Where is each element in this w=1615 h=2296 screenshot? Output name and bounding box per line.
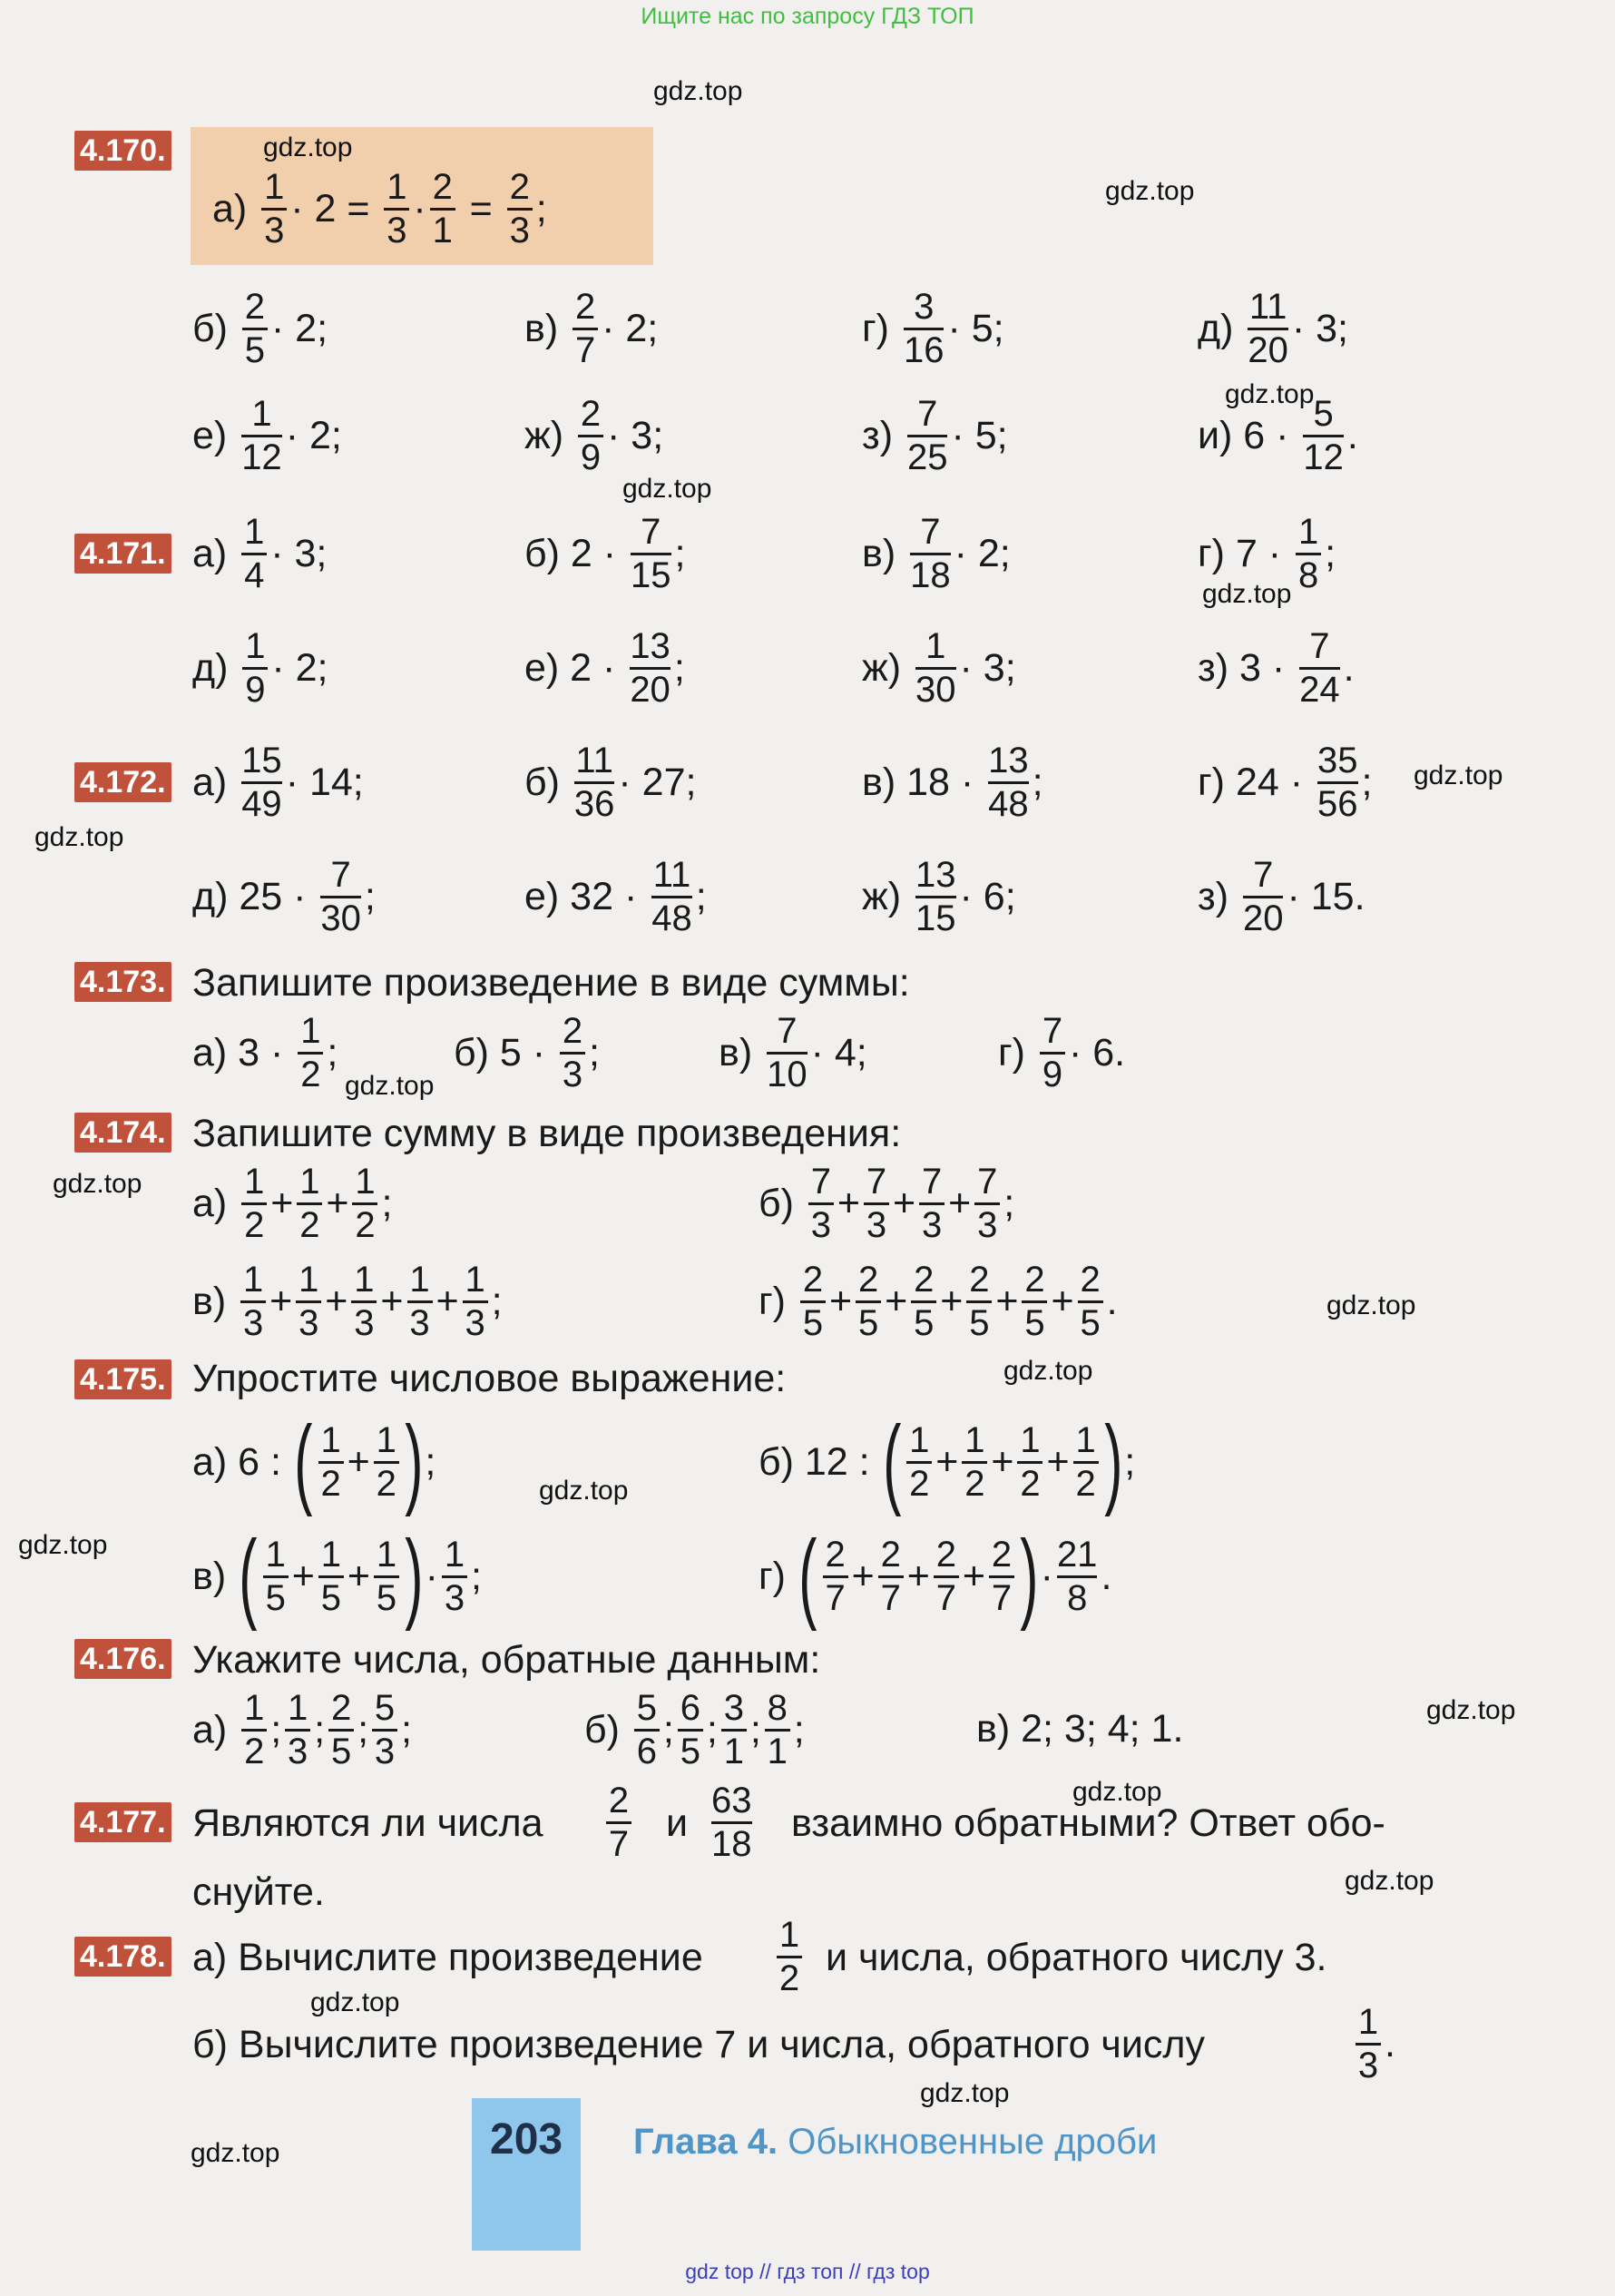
- watermark: gdz.top: [653, 76, 743, 106]
- watermark: gdz.top: [310, 1987, 400, 2017]
- expr-4170-d: д) $\frac{11}{20}$ · 3;: [1198, 287, 1348, 370]
- footer-links[interactable]: gdz top // гдз топ // гдз top: [685, 2260, 930, 2283]
- expr-4176-v: в) 2; 3; 4; 1.: [976, 1707, 1184, 1751]
- watermark: gdz.top: [53, 1169, 142, 1199]
- expr-4171-d: д) $\frac{1}{9}$ · 2;: [192, 626, 328, 710]
- expr-4170-b: б) $\frac{2}{5}$ · 2;: [192, 287, 328, 370]
- fraction-2-7: $\frac{2}{7}$: [602, 1782, 635, 1863]
- task-text-4178-a: а) Вычислите произведение: [192, 1936, 703, 1979]
- watermark: gdz.top: [1003, 1356, 1093, 1386]
- expr-4171-g: г) 7 · $\frac{1}{8}$ ;: [1198, 512, 1336, 595]
- task-text-4177-a: Являются ли числа: [192, 1801, 543, 1845]
- watermark: gdz.top: [263, 132, 353, 162]
- problem-number: 4.178.: [74, 1937, 171, 1977]
- expr-4174-a: а) $\frac{1}{2}$ + $\frac{1}{2}$ + $\frac{1}{2}$ ;: [192, 1162, 393, 1245]
- expr-4173-b: б) 5 · $\frac{2}{3}$ ;: [454, 1011, 600, 1094]
- expr-4172-d: д) 25 · $\frac{7}{30}$ ;: [192, 855, 376, 938]
- expr-4172-b: б) $\frac{11}{36}$ · 27;: [524, 741, 697, 824]
- expr-4174-g: г) $\frac{2}{5}$ + $\frac{2}{5}$ + $\frac{2}{5}$ + $\frac{2}{5}$ + $\frac{2}{5}$ + $\frac{2}{5}$ .: [759, 1260, 1118, 1343]
- expr-4172-z: з) $\frac{7}{20}$ · 15.: [1198, 855, 1365, 938]
- problem-number: 4.174.: [74, 1113, 171, 1153]
- watermark: gdz.top: [539, 1476, 629, 1506]
- expr-4170-i: и) 6 · $\frac{5}{12}$ .: [1198, 394, 1358, 477]
- chapter-label: Глава 4.: [633, 2122, 778, 2162]
- task-text-4175: Упростите числовое выражение:: [192, 1357, 787, 1400]
- expr-4172-e: е) 32 · $\frac{11}{48}$ ;: [524, 855, 707, 938]
- expr-4174-b: б) $\frac{7}{3}$ + $\frac{7}{3}$ + $\frac{7}{3}$ + $\frac{7}{3}$ ;: [759, 1162, 1015, 1245]
- fraction-1-3: $\frac{1}{3}$ .: [1352, 2004, 1395, 2085]
- watermark: gdz.top: [1072, 1777, 1162, 1807]
- watermark: gdz.top: [1202, 579, 1292, 609]
- page-number: 203: [490, 2115, 563, 2164]
- task-text-4173: Запишите произведение в виде суммы:: [192, 961, 910, 1005]
- expr-4175-a: а) 6 : ( $\frac{1}{2}$ + $\frac{1}{2}$ ) ;: [192, 1406, 436, 1517]
- task-text-4174: Запишите сумму в виде произведения:: [192, 1112, 902, 1155]
- expr-4171-v: в) $\frac{7}{18}$ · 2;: [862, 512, 1011, 595]
- expr-4170-v: в) $\frac{2}{7}$ · 2;: [524, 287, 659, 370]
- problem-number: 4.171.: [74, 534, 171, 574]
- problem-number: 4.177.: [74, 1802, 171, 1842]
- expr-4174-v: в) $\frac{1}{3}$ + $\frac{1}{3}$ + $\frac{1}{3}$ + $\frac{1}{3}$ + $\frac{1}{3}$ ;: [192, 1260, 503, 1343]
- expr-4176-a: а) $\frac{1}{2}$ ; $\frac{1}{3}$ ; $\frac{2}{5}$ ; $\frac{5}{3}$ ;: [192, 1688, 412, 1771]
- expr-4170-a: а) $\frac{1}{3}$ · 2 = $\frac{1}{3}$ · $\frac{2}{1}$ = $\frac{2}{3}$ ;: [212, 167, 547, 250]
- expr-4171-e: е) 2 · $\frac{13}{20}$ ;: [524, 626, 685, 710]
- expr-4171-b: б) 2 · $\frac{7}{15}$ ;: [524, 512, 686, 595]
- watermark: gdz.top: [18, 1530, 108, 1560]
- expr-4171-zh: ж) $\frac{1}{30}$ · 3;: [862, 626, 1016, 710]
- problem-number: 4.170.: [74, 131, 171, 171]
- watermark: gdz.top: [920, 2078, 1010, 2108]
- expr-4170-zh: ж) $\frac{2}{9}$ · 3;: [524, 394, 664, 477]
- expr-4175-g: г) ( $\frac{2}{7}$ + $\frac{2}{7}$ + $\frac{2}{7}$ + $\frac{2}{7}$ ) · $\frac{21}{8}$ .: [759, 1520, 1112, 1632]
- expr-4172-a: а) $\frac{15}{49}$ · 14;: [192, 741, 364, 824]
- header-banner[interactable]: Ищите нас по запросу ГДЗ ТОП: [641, 4, 974, 29]
- fraction-1-2: $\frac{1}{2}$: [773, 1917, 806, 1997]
- watermark: gdz.top: [345, 1071, 435, 1101]
- expr-4172-v: в) 18 · $\frac{13}{48}$ ;: [862, 741, 1043, 824]
- problem-number: 4.173.: [74, 962, 171, 1002]
- expr-4170-g: г) $\frac{3}{16}$ · 5;: [862, 287, 1004, 370]
- watermark: gdz.top: [1326, 1290, 1416, 1320]
- expr-4176-b: б) $\frac{5}{6}$ ; $\frac{6}{5}$ ; $\frac{3}{1}$ ; $\frac{8}{1}$ ;: [584, 1688, 805, 1771]
- watermark: gdz.top: [622, 474, 712, 504]
- expr-4173-g: г) $\frac{7}{9}$ · 6.: [998, 1011, 1126, 1094]
- chapter-title: [633, 2122, 1157, 2163]
- expr-4172-g: г) 24 · $\frac{35}{56}$ ;: [1198, 741, 1373, 824]
- expr-4171-a: а) $\frac{1}{4}$ · 3;: [192, 512, 328, 595]
- watermark: gdz.top: [1105, 176, 1195, 206]
- problem-number: 4.172.: [74, 762, 171, 802]
- fraction-63-18: $\frac{63}{18}$: [711, 1781, 752, 1864]
- task-text-4178-c: б) Вычислите произведение 7 и числа, обратного числу: [192, 2023, 1205, 2066]
- expr-4175-v: в) ( $\frac{1}{5}$ + $\frac{1}{5}$ + $\frac{1}{5}$ ) · $\frac{1}{3}$ ;: [192, 1520, 482, 1632]
- chapter-name: Обыкновенные дроби: [788, 2122, 1158, 2162]
- watermark: gdz.top: [1426, 1695, 1516, 1725]
- watermark: gdz.top: [1414, 760, 1503, 790]
- watermark: gdz.top: [34, 822, 124, 852]
- watermark: gdz.top: [1345, 1866, 1434, 1896]
- expr-4170-e: е) $\frac{1}{12}$ · 2;: [192, 394, 342, 477]
- task-text-4178-b: и числа, обратного числу 3.: [826, 1936, 1327, 1979]
- expr-4173-v: в) $\frac{7}{10}$ · 4;: [719, 1011, 867, 1094]
- expr-4171-z: з) 3 · $\frac{7}{24}$ .: [1198, 626, 1355, 710]
- expr-4170-z: з) $\frac{7}{25}$ · 5;: [862, 394, 1008, 477]
- watermark: gdz.top: [1225, 379, 1315, 409]
- problem-number: 4.175.: [74, 1359, 171, 1399]
- task-text-4177-d: снуйте.: [192, 1870, 325, 1914]
- expr-4175-b: б) 12 : ( $\frac{1}{2}$ + $\frac{1}{2}$ + $\frac{1}{2}$ + $\frac{1}{2}$ ) ;: [759, 1406, 1136, 1517]
- watermark: gdz.top: [191, 2138, 280, 2168]
- task-text-4177-c: взаимно обратными? Ответ обо-: [791, 1801, 1385, 1845]
- task-text-4176: Укажите числа, обратные данным:: [192, 1638, 821, 1682]
- task-text-4177-b: и: [666, 1801, 689, 1845]
- expr-4172-zh: ж) $\frac{13}{15}$ · 6;: [862, 855, 1016, 938]
- expr-4173-a: а) 3 · $\frac{1}{2}$ ;: [192, 1011, 338, 1094]
- problem-number: 4.176.: [74, 1639, 171, 1679]
